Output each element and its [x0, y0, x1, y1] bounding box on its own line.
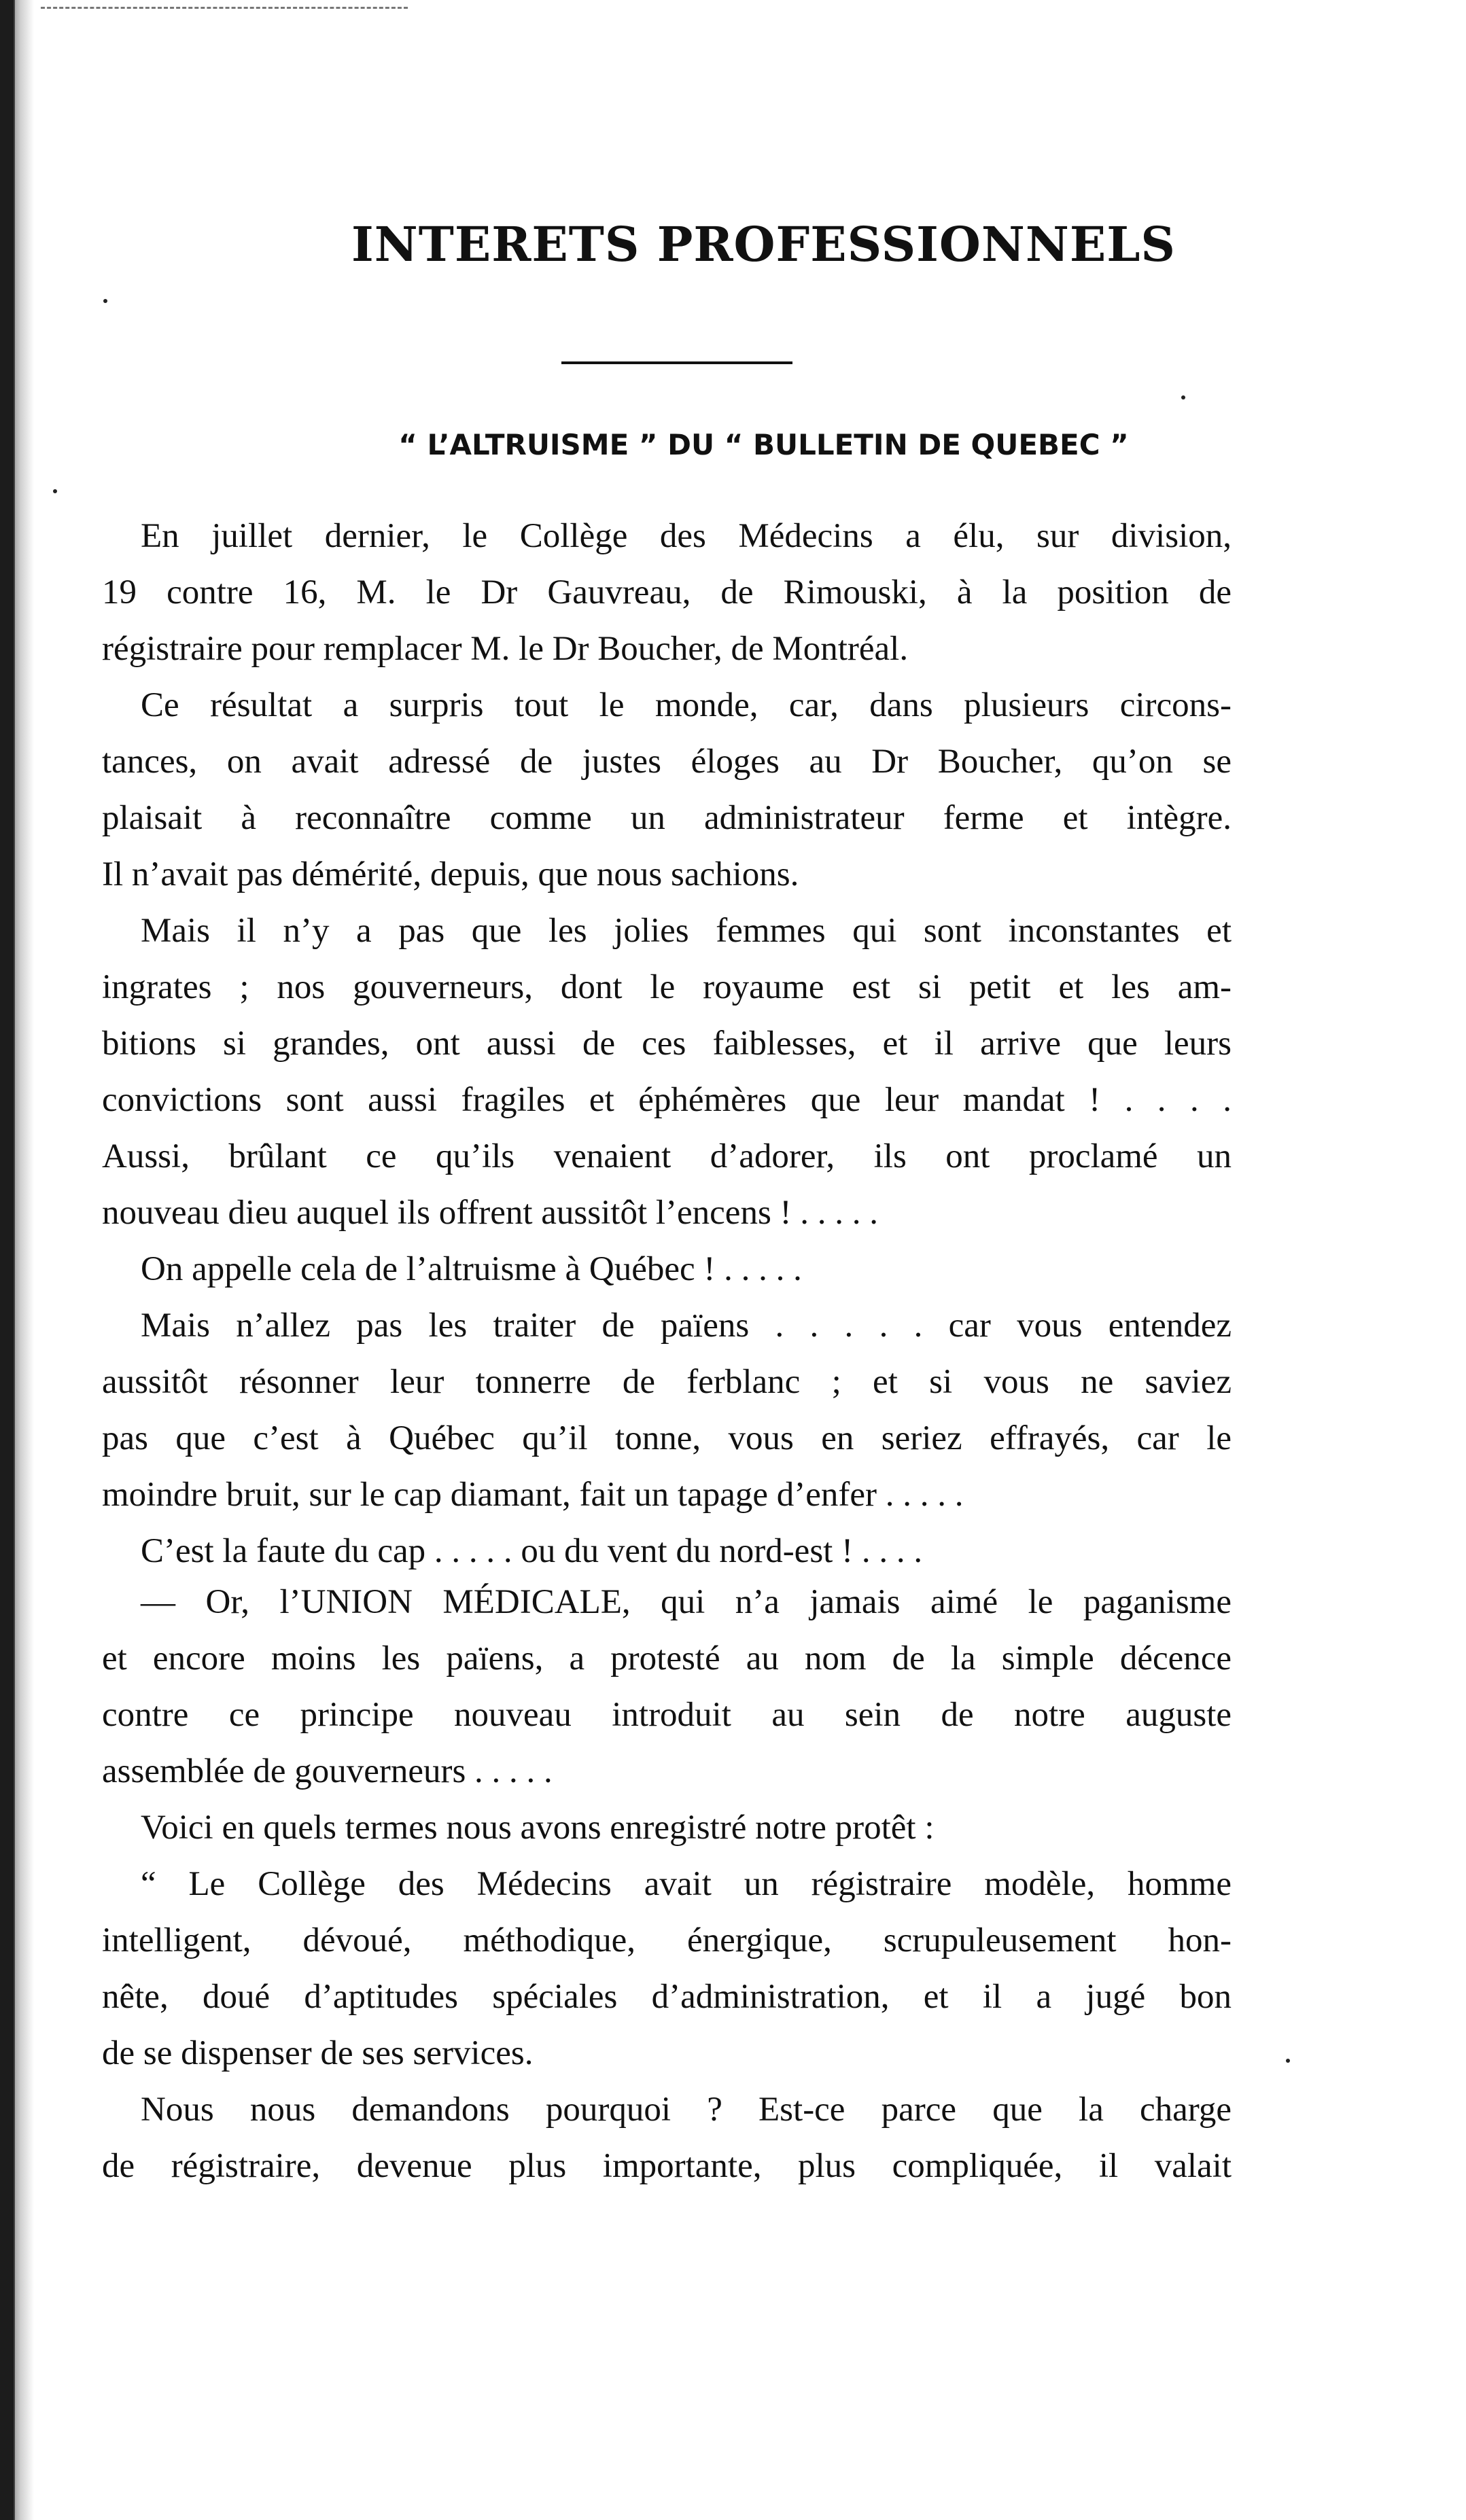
text-line: plaisait à reconnaître comme un administrateur ferme et intègre. [102, 799, 1232, 837]
paragraph [102, 508, 1232, 677]
article-body-part-1 [102, 508, 1232, 1580]
text-line: convictions sont aussi fragiles et éphémères que leur mandat ! . . . . [102, 1081, 1232, 1119]
paragraph [102, 1800, 1232, 1856]
text-line: On appelle cela de l’altruisme à Québec ! . . . . . [141, 1250, 802, 1288]
paragraph [102, 1856, 1232, 2082]
print-speck [1286, 2059, 1290, 2063]
paragraph [102, 1574, 1232, 1800]
text-line: En juillet dernier, le Collège des Médecins a élu, sur division, [141, 517, 1232, 555]
text-line: 19 contre 16, M. le Dr Gauvreau, de Rimouski, à la position de [102, 573, 1232, 611]
article-body-part-2 [102, 1574, 1232, 2195]
text-line: Ce résultat a surpris tout le monde, car, dans plusieurs circons- [141, 686, 1232, 724]
text-line: Il n’avait pas démérité, depuis, que nous sachions. [102, 855, 799, 893]
text-line: nouveau dieu auquel ils offrent aussitôt l’encens ! . . . . . [102, 1194, 879, 1232]
text-line: “ Le Collège des Médecins avait un régistraire modèle, homme [141, 1865, 1232, 1903]
text-line: Aussi, brûlant ce qu’ils venaient d’adorer, ils ont proclamé un [102, 1137, 1232, 1175]
text-line: Mais n’allez pas les traiter de païens . . . . . car vous entendez [141, 1307, 1232, 1345]
section-spacer [102, 1536, 1232, 1556]
text-line: intelligent, dévoué, méthodique, énergique, scrupuleusement hon- [102, 1921, 1232, 1959]
paragraph [102, 903, 1232, 1241]
page-title: INTERETS PROFESSIONNELS [351, 216, 1176, 272]
text-line: de se dispenser de ses services. [102, 2034, 534, 2072]
print-speck [1181, 395, 1185, 400]
text-line: et encore moins les païens, a protesté au nom de la simple décence [102, 1639, 1232, 1678]
text-line: tances, on avait adressé de justes éloges au Dr Boucher, qu’on se [102, 743, 1232, 781]
text-line: pas que c’est à Québec qu’il tonne, vous en seriez effrayés, car le [102, 1419, 1232, 1457]
text-line: aussitôt résonner leur tonnerre de ferblanc ; et si vous ne saviez [102, 1363, 1232, 1401]
section-heading: “ L’ALTRUISME ” DU “ BULLETIN DE QUEBEC ” [398, 428, 1129, 461]
text-line: Voici en quels termes nous avons enregistré notre protêt : [141, 1809, 935, 1847]
text-line: Nous nous demandons pourquoi ? Est-ce parce que la charge [141, 2091, 1232, 2129]
page-binding-shadow [14, 0, 34, 2520]
paragraph [102, 677, 1232, 903]
paragraph [102, 2082, 1232, 2195]
text-line: régistraire pour remplacer M. le Dr Boucher, de Montréal. [102, 630, 909, 668]
text-line: contre ce principe nouveau introduit au sein de notre auguste [102, 1696, 1232, 1734]
text-line: moindre bruit, sur le cap diamant, fait un tapage d’enfer . . . . . [102, 1476, 964, 1514]
print-speck [103, 299, 107, 303]
page-top-edge-mark [41, 7, 408, 9]
text-line: nête, doué d’aptitudes spéciales d’administration, et il a jugé bon [102, 1978, 1232, 2016]
text-line: de régistraire, devenue plus importante, plus compliquée, il valait [102, 2147, 1232, 2185]
text-line: Mais il n’y a pas que les jolies femmes qui sont inconstantes et [141, 912, 1232, 950]
text-line: assemblée de gouverneurs . . . . . [102, 1752, 553, 1790]
page-binding-edge [0, 0, 15, 2520]
title-divider-rule [561, 361, 792, 364]
text-line: ingrates ; nos gouverneurs, dont le royaume est si petit et les am- [102, 968, 1232, 1006]
text-line: bitions si grandes, ont aussi de ces faiblesses, et il arrive que leurs [102, 1025, 1232, 1063]
paragraph [102, 1298, 1232, 1523]
text-line: — Or, l’UNION MÉDICALE, qui n’a jamais aimé le paganisme [141, 1583, 1232, 1621]
print-speck [53, 489, 57, 493]
paragraph [102, 1241, 1232, 1298]
text-line: C’est la faute du cap . . . . . ou du vent du nord-est ! . . . . [141, 1532, 923, 1570]
